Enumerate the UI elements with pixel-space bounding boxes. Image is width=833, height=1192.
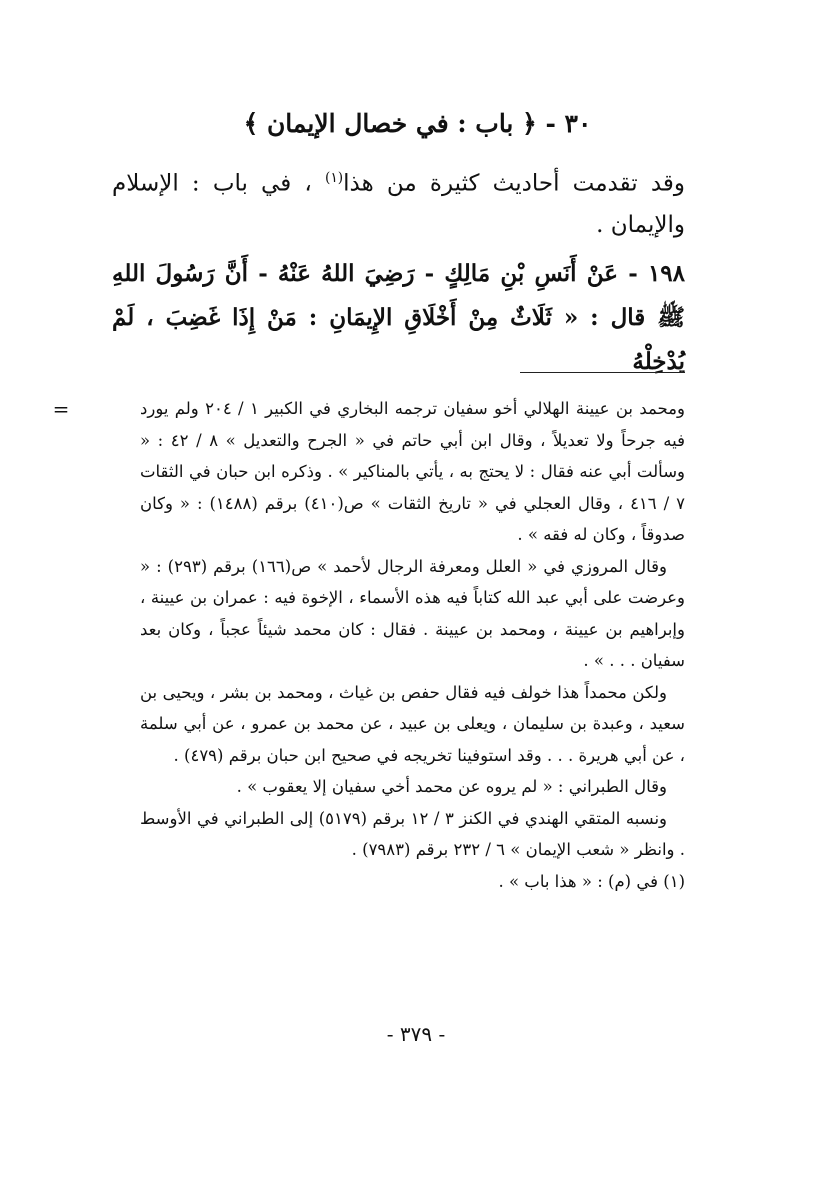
footnote-paragraph: ونسبه المتقي الهندي في الكنز ٣ / ١٢ برقم (٥١٧٩) إلى الطبراني في الأوسط . وانظر « شعب الإيمان » ٦ / ٢٣٢ برقم (٧٩٨٣) . — [140, 808, 685, 859]
intro-text: وقد تقدمت أحاديث كثيرة من هذا — [343, 170, 686, 197]
footnote-separator — [520, 372, 685, 373]
footnote-continuation-marker: = — [52, 397, 70, 421]
footnotes — [140, 393, 685, 897]
footnote-paragraph: ومحمد بن عيينة الهلالي أخو سفيان ترجمه البخاري في الكبير ١ / ٢٠٤ ولم يورد فيه جرحاً ولا تعديلاً ، وقال ابن أبي حاتم في « الجرح والتعديل » ٨ / ٤٢ : « وسألت أبي عنه فقال : لا يحتج به ، يأتي بالمناكير » . وذكره ابن حبان في الثقات ٧ / ٤١٦ ، وقال العجلي في « تاريخ الثقات » ص(٤١٠) برقم (١٤٨٨) : « وكان صدوقاً ، وكان له فقه » . — [140, 399, 685, 544]
intro-paragraph — [112, 158, 685, 246]
intro-text-rest: ، في باب : الإسلام والإيمان . — [112, 170, 685, 238]
page-number: - ٣٧٩ - — [386, 1022, 446, 1046]
chapter-heading: ٣٠ - ﴿ باب : في خصال الإيمان ﴾ — [243, 109, 592, 138]
footnote-paragraph: وقال المروزي في « العلل ومعرفة الرجال لأحمد » ص(١٦٦) برقم (٢٩٣) : « وعرضت على أبي عبد الله كتاباً فيه هذه الأسماء ، الإخوة فيه : عمران بن عيينة ، وإبراهيم بن عيينة ، ومحمد بن عيينة . فقال : كان محمد شيئاً عجباً ، وكان بعد سفيان . . . » . — [140, 556, 685, 670]
footnote-paragraph: ولكن محمداً هذا خولف فيه فقال حفص بن غياث ، ومحمد بن بشر ، ويحيى بن سعيد ، وعبدة بن سليمان ، ويعلى بن عبيد ، عن محمد بن عمرو ، عن أبي سلمة ، عن أبي هريرة . . . وقد استوفينا تخريجه في صحيح ابن حبان برقم (٤٧٩) . — [140, 682, 685, 765]
footnote-1: (١) في (م) : « هذا باب » . — [498, 871, 685, 891]
footnote-paragraph: وقال الطبراني : « لم يروه عن محمد أخي سفيان إلا يعقوب » . — [236, 777, 667, 796]
footnote-ref: (١) — [324, 170, 344, 186]
hadith-text: ١٩٨ - عَنْ أَنَسِ بْنِ مَالِكٍ - رَضِيَ اللهُ عَنْهُ - أَنَّ رَسُولَ اللهِ ﷺ قال : « ثَلَاثٌ مِنْ أَخْلَاقِ الإِيمَانِ : مَنْ إِذَا غَضِبَ ، لَمْ يُدْخِلْهُ — [112, 260, 685, 375]
